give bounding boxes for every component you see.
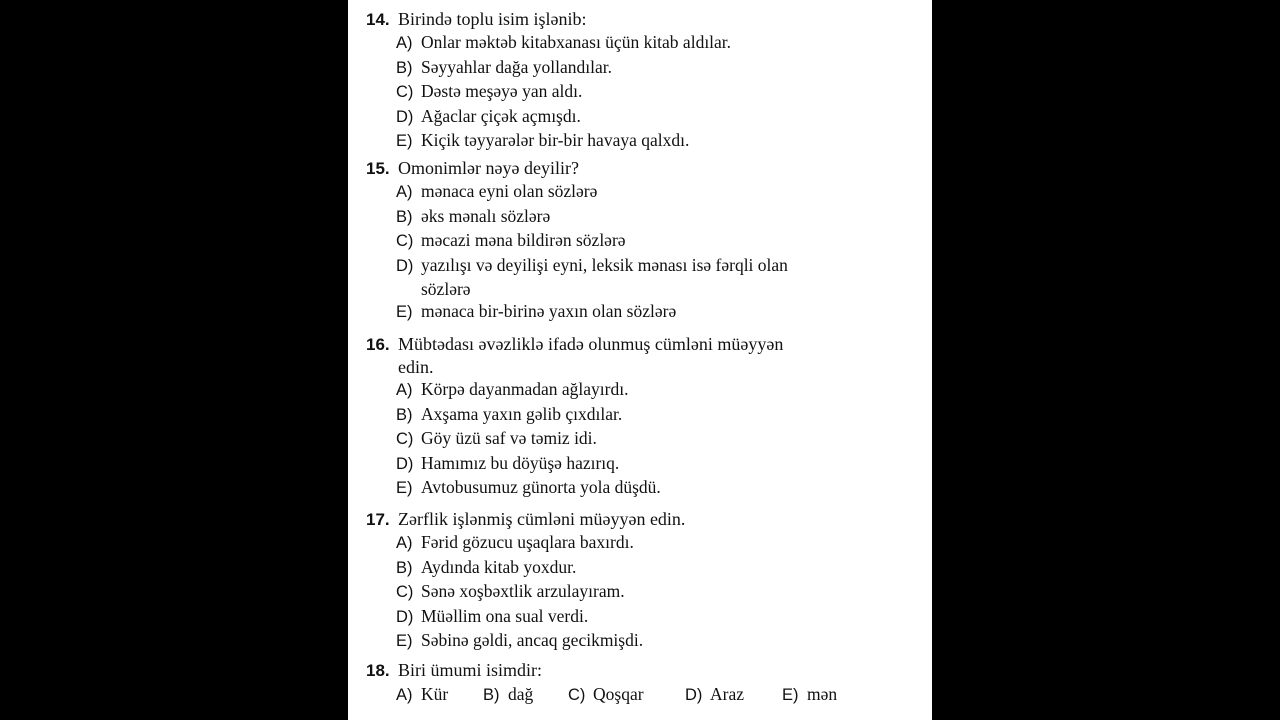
option-c: C) Göy üzü saf və təmiz idi. <box>396 428 597 448</box>
option-c: C) Dəstə meşəyə yan aldı. <box>396 81 583 101</box>
question-stem <box>366 157 906 180</box>
question-stem <box>366 333 906 356</box>
question-16 <box>366 333 906 501</box>
question-text: Omonimlər nəyə deyilir? <box>398 158 579 178</box>
question-number: 17. <box>366 510 390 529</box>
option-e: E) mən <box>782 684 838 704</box>
option-d: D) Ağaclar çiçək açmışdı. <box>396 105 581 126</box>
question-number: 15. <box>366 159 390 178</box>
question-text: Zərflik işlənmiş cümləni müəyyən edin. <box>398 509 686 529</box>
question-14 <box>366 8 906 154</box>
option-c: C) Sənə xoşbəxtlik arzulayıram. <box>396 581 625 601</box>
question-17 <box>366 508 906 654</box>
question-15 <box>366 157 906 325</box>
question-stem <box>366 508 906 531</box>
option-d: D) Müəllim ona sual verdi. <box>396 605 589 626</box>
option-c: C) Qoşqar <box>568 684 644 704</box>
option-a: A) Onlar məktəb kitabxanası üçün kitab aldılar. <box>396 32 732 52</box>
option-d: D) Araz <box>685 684 745 704</box>
question-number: 16. <box>366 335 390 354</box>
question-text: Biri ümumi isimdir: <box>398 660 543 680</box>
option-b: B) dağ <box>483 684 534 704</box>
question-stem <box>366 8 906 31</box>
option-a: A) Kür <box>396 684 449 704</box>
option-e: E) mənaca bir-birinə yaxın olan sözlərə <box>396 301 677 321</box>
option-a: A) mənaca eyni olan sözlərə <box>396 181 598 201</box>
option-e: E) Kiçik təyyarələr bir-bir havaya qalxdı. <box>396 130 690 150</box>
question-number: 14. <box>366 10 390 29</box>
question-number: 18. <box>366 661 390 680</box>
option-b: B) Axşama yaxın gəlib çıxdılar. <box>396 403 623 424</box>
document-page <box>348 0 932 720</box>
question-text: Birində toplu isim işlənib: <box>398 9 587 29</box>
question-text-continuation: edin. <box>398 357 434 377</box>
option-e: E) Avtobusumuz günorta yola düşdü. <box>396 477 661 497</box>
question-stem <box>366 659 906 682</box>
option-b: B) Səyyahlar dağa yollandılar. <box>396 56 612 77</box>
question-text: Mübtədası əvəzliklə ifadə olunmuş cümləni müəyyən <box>398 334 784 354</box>
option-d-continuation: sözlərə <box>421 279 471 299</box>
option-e: E) Səbinə gəldi, ancaq gecikmişdi. <box>396 630 644 650</box>
option-c: C) məcazi məna bildirən sözlərə <box>396 230 626 250</box>
option-b: B) əks mənalı sözlərə <box>396 205 551 226</box>
option-a: A) Fərid gözucu uşaqlara baxırdı. <box>396 532 634 552</box>
option-d: D) yazılışı və deyilişi eyni, leksik mənası isə fərqli olan <box>396 254 788 275</box>
option-d: D) Hamımız bu döyüşə hazırıq. <box>396 452 620 473</box>
inline-options <box>366 682 906 707</box>
option-b: B) Aydında kitab yoxdur. <box>396 556 577 577</box>
question-18 <box>366 659 906 707</box>
option-a: A) Körpə dayanmadan ağlayırdı. <box>396 379 629 399</box>
